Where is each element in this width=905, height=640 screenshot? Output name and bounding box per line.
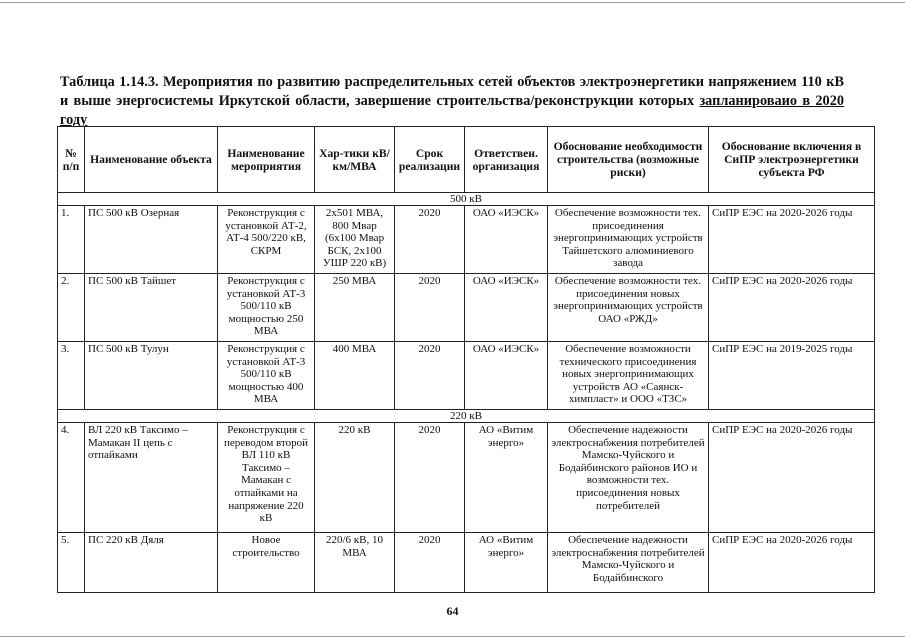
cell-org: ОАО «ИЭСК» — [465, 206, 548, 274]
cell-reason: Обеспечение возможности технического присоединения новых энергопринимающих устройств АО «Саянск-химпласт» и ООО «ТЗС» — [548, 342, 709, 410]
cell-reason: Обеспечение надежности электроснабжения потребителей Мамско-Чуйского и Бодайбинского — [548, 533, 709, 593]
page-bottom-rule — [0, 636, 905, 637]
table-row — [58, 206, 875, 274]
cell-object: ПС 500 кВ Озерная — [85, 206, 218, 274]
cell-inclusion: СиПР ЕЭС на 2020-2026 годы — [709, 206, 875, 274]
cell-object: ПС 500 кВ Тайшет — [85, 274, 218, 342]
table-row — [58, 533, 875, 593]
header-object: Наименование объекта — [85, 127, 218, 193]
section-label-500: 500 кВ — [58, 193, 875, 206]
cell-specs: 220/6 кВ, 10 МВА — [315, 533, 395, 593]
cell-reason: Обеспечение возможности тех. присоединения новых энергопринимающих устройств ОАО «РЖД» — [548, 274, 709, 342]
cell-object: ВЛ 220 кВ Таксимо – Мамакан II цепь с отпайками — [85, 423, 218, 533]
cell-specs: 220 кВ — [315, 423, 395, 533]
cell-term: 2020 — [395, 206, 465, 274]
cell-term: 2020 — [395, 274, 465, 342]
caption-line-2: 110 кВ и выше энергосистемы Иркутской области, завершение строительства/реконструкции которых — [60, 74, 844, 109]
cell-measure: Реконструкция с переводом второй ВЛ 110 кВ Таксимо – Мамакан с отпайками на напряжение 220 кВ — [218, 423, 315, 533]
header-num: № п/п — [58, 127, 85, 193]
section-label-220: 220 кВ — [58, 410, 875, 423]
cell-term: 2020 — [395, 533, 465, 593]
cell-org: АО «Витим энерго» — [465, 423, 548, 533]
header-term: Срок реализации — [395, 127, 465, 193]
header-reason: Обоснование необходимости строительства (возможные риски) — [548, 127, 709, 193]
page-number: 64 — [446, 604, 459, 618]
cell-specs: 2х501 МВА, 800 Мвар (6х100 Мвар БСК, 2х100 УШР 220 кВ) — [315, 206, 395, 274]
cell-measure: Новое строительство — [218, 533, 315, 593]
section-row-500 — [58, 193, 875, 206]
cell-reason: Обеспечение возможности тех. присоединения энергопринимающих устройств Тайшетского алюминиевого завода — [548, 206, 709, 274]
cell-measure: Реконструкция с установкой АТ-2, АТ-4 500/220 кВ, СКРМ — [218, 206, 315, 274]
cell-specs: 250 МВА — [315, 274, 395, 342]
cell-inclusion: СиПР ЕЭС на 2020-2026 годы — [709, 533, 875, 593]
cell-object: ПС 220 кВ Дяля — [85, 533, 218, 593]
cell-inclusion: СиПР ЕЭС на 2019-2025 годы — [709, 342, 875, 410]
caption-line-1: Таблица 1.14.3. Мероприятия по развитию распределительных сетей объектов электроэнергетики напряжением — [60, 74, 797, 90]
cell-measure: Реконструкция с установкой АТ-3 500/110 кВ мощностью 400 МВА — [218, 342, 315, 410]
cell-num: 4. — [58, 423, 85, 533]
page-top-rule — [0, 2, 905, 3]
table-row — [58, 423, 875, 533]
cell-org: ОАО «ИЭСК» — [465, 274, 548, 342]
header-org: Ответствен. организация — [465, 127, 548, 193]
cell-measure: Реконструкция с установкой АТ-3 500/110 кВ мощностью 250 МВА — [218, 274, 315, 342]
caption-line-3: запланироваио в 2020 году — [60, 93, 844, 128]
cell-num: 5. — [58, 533, 85, 593]
table-row — [58, 342, 875, 410]
cell-specs: 400 МВА — [315, 342, 395, 410]
table-caption — [60, 73, 844, 130]
cell-term: 2020 — [395, 423, 465, 533]
cell-num: 3. — [58, 342, 85, 410]
cell-num: 2. — [58, 274, 85, 342]
header-inclusion: Обоснование включения в СиПР электроэнергетики субъекта РФ — [709, 127, 875, 193]
cell-org: ОАО «ИЭСК» — [465, 342, 548, 410]
table-header-row — [58, 127, 875, 193]
cell-num: 1. — [58, 206, 85, 274]
measures-table — [57, 126, 875, 593]
cell-inclusion: СиПР ЕЭС на 2020-2026 годы — [709, 274, 875, 342]
cell-reason: Обеспечение надежности электроснабжения потребителей Мамско-Чуйского и Бодайбинского районов ИО и возможности тех. присоединения новых потребителей — [548, 423, 709, 533]
section-row-220 — [58, 410, 875, 423]
cell-term: 2020 — [395, 342, 465, 410]
cell-org: АО «Витим энерго» — [465, 533, 548, 593]
header-specs: Хар-тики кВ/км/МВА — [315, 127, 395, 193]
table-row — [58, 274, 875, 342]
header-measure: Наименование мероприятия — [218, 127, 315, 193]
cell-inclusion: СиПР ЕЭС на 2020-2026 годы — [709, 423, 875, 533]
cell-object: ПС 500 кВ Тулун — [85, 342, 218, 410]
